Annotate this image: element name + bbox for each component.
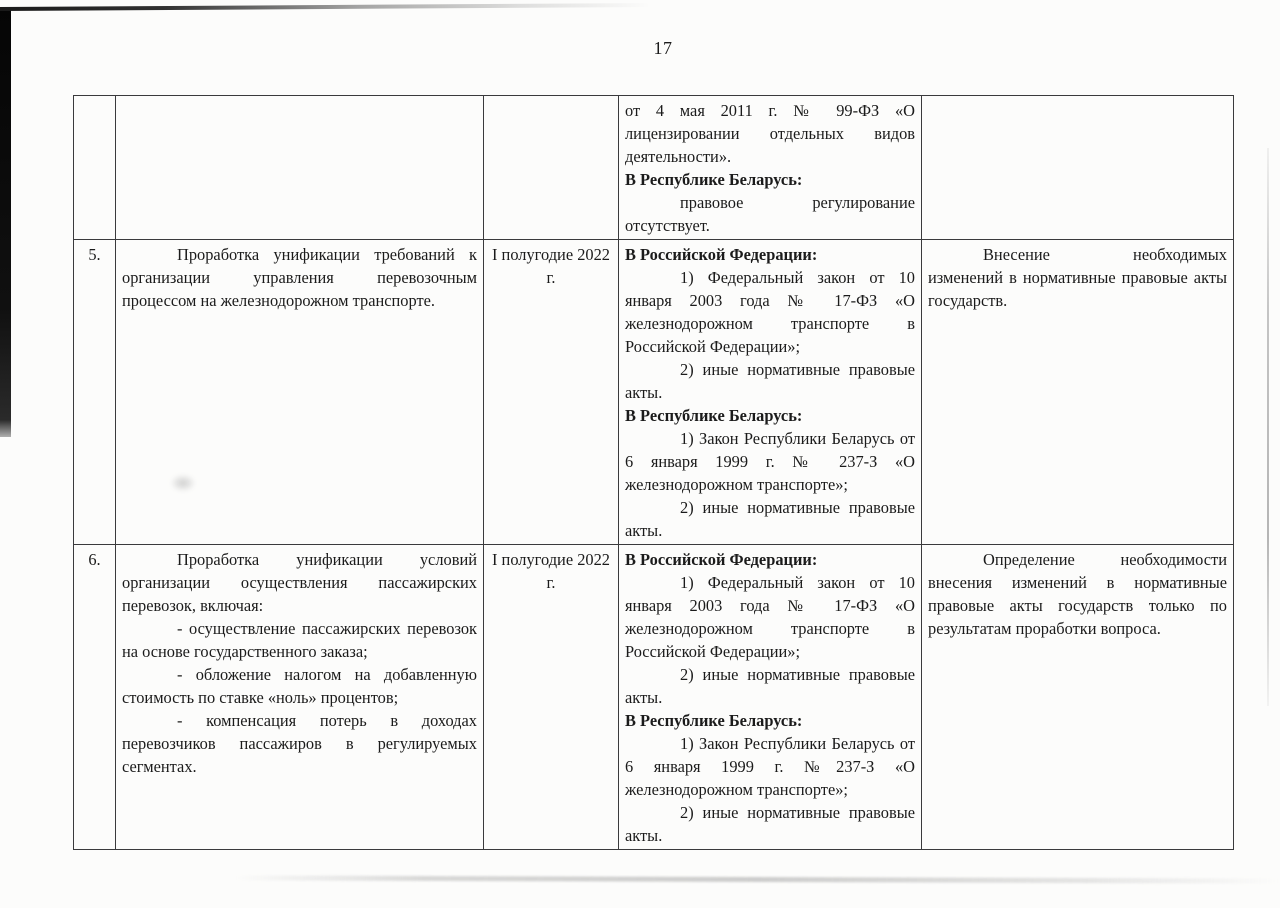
cell-measure [116, 96, 484, 240]
paragraph: Определение необходимости внесения изменений в нормативные правовые акты государств только по результатам проработки вопроса. [928, 550, 1227, 638]
paragraph: 1) Федеральный закон от 10 января 2003 года № 17-ФЗ «О железнодорожном транспорте в Российской Федерации»; [625, 573, 915, 661]
cell-result [922, 240, 1234, 545]
paragraph: 1) Закон Республики Беларусь от 6 января 1999 г. №237-З «О железнодорожном транспорте»; [625, 734, 915, 799]
scan-right-edge-line [1267, 148, 1269, 706]
cell-legal-basis [619, 240, 922, 545]
paragraph: Внесение необходимых изменений в нормативные правовые акты государств. [928, 245, 1227, 310]
paragraph: правовое регулирование отсутствует. [625, 193, 915, 235]
plan-table [73, 95, 1234, 850]
cell-legal-basis [619, 96, 922, 240]
country-header: В Республике Беларусь: [625, 170, 803, 189]
cell-number: 6. [74, 545, 116, 850]
paragraph: от 4 мая 2011 г. № 99-ФЗ «О лицензировании отдельных видов деятельности». [625, 101, 915, 166]
paragraph: Проработка унификации требований к организации управления перевозочным процессом на железнодорожном транспорте. [122, 245, 477, 310]
paragraph: 2) иные нормативные правовые акты. [625, 360, 915, 402]
cell-number: 5. [74, 240, 116, 545]
cell-measure [116, 545, 484, 850]
paragraph: 2) иные нормативные правовые акты. [625, 498, 915, 540]
cell-result [922, 96, 1234, 240]
paragraph: - осуществление пассажирских перевозок на основе государственного заказа; [122, 619, 477, 661]
paragraph: - обложение налогом на добавленную стоимость по ставке «ноль» процентов; [122, 665, 477, 707]
cell-period [484, 96, 619, 240]
country-header: В Российской Федерации: [625, 550, 818, 569]
paragraph: 2) иные нормативные правовые акты. [625, 803, 915, 845]
table-row [74, 545, 1234, 850]
paragraph: 1) Федеральный закон от 10 января 2003 года № 17-ФЗ «О железнодорожном транспорте в Российской Федерации»; [625, 268, 915, 356]
cell-period: I полугодие 2022 г. [484, 545, 619, 850]
cell-period: I полугодие 2022 г. [484, 240, 619, 545]
paragraph: Проработка унификации условий организации осуществления пассажирских перевозок, включая: [122, 550, 477, 615]
cell-result [922, 545, 1234, 850]
scan-edge-bar [0, 8, 11, 437]
country-header: В Российской Федерации: [625, 245, 818, 264]
table-row [74, 96, 1234, 240]
cell-legal-basis [619, 545, 922, 850]
country-header: В Республике Беларусь: [625, 711, 803, 730]
cell-measure [116, 240, 484, 545]
paragraph: 2) иные нормативные правовые акты. [625, 665, 915, 707]
paragraph: - компенсация потерь в доходах перевозчиков пассажиров в регулируемых сегментах. [122, 711, 477, 776]
page-number: 17 [653, 38, 673, 58]
table-row [74, 240, 1234, 545]
paragraph: 1) Закон Республики Беларусь от 6 января 1999 г. № 237-З «О железнодорожном транспорте»; [625, 429, 915, 494]
country-header: В Республике Беларусь: [625, 406, 803, 425]
scan-bottom-streak [235, 875, 1280, 883]
scan-top-edge-line [0, 3, 650, 11]
cell-number [74, 96, 116, 240]
